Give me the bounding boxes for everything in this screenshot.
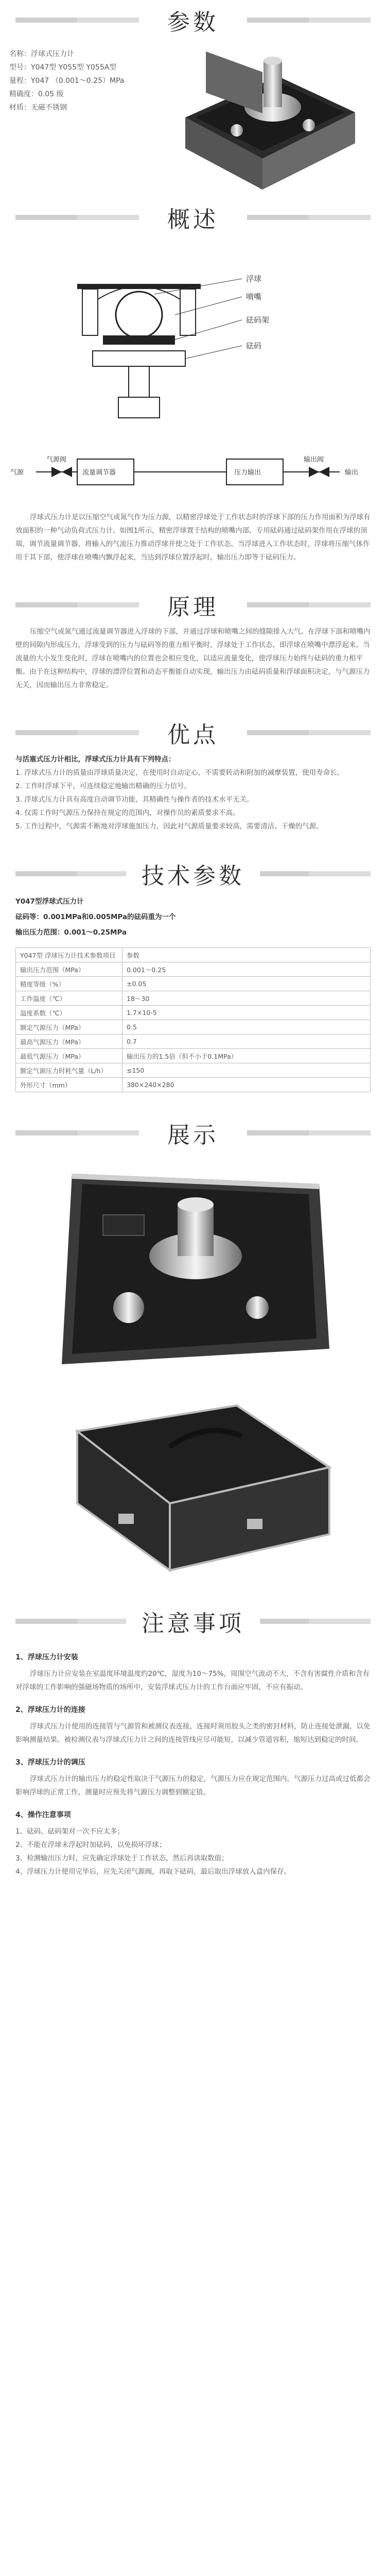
section-principle: [0, 585, 386, 625]
list-item: 3、检测输出压力时，应先确定浮球处于工作状态，然后再读取数值；: [15, 1854, 229, 1862]
spec-value: 0.5: [122, 1020, 371, 1035]
note-title: 1、浮球压力计安装: [15, 1653, 78, 1662]
section-params: [0, 0, 386, 40]
hero: [0, 40, 386, 197]
section-notes: [0, 1601, 386, 1641]
table-row: [16, 962, 371, 977]
tech-model: Y047型浮球式压力计: [15, 897, 84, 906]
section-title: 展示: [152, 1116, 234, 1149]
note-text: 浮球式压力计使用的连接管与气源管和被测仪表连接，连接时须用胶头之类的密封材料，防止连接处泄漏，以免影响测量结果。被检测仪表与浮球式压力计之间的连接管线应尽可能短，以减少管道容积，缩短达到稳定的时间。: [15, 1722, 371, 1744]
section-showcase: [0, 1113, 386, 1153]
label-weight-holder: 砝码架: [246, 315, 270, 325]
table-row: [16, 948, 371, 962]
note-title: 4、操作注意事项: [15, 1811, 71, 1819]
spec-key: 最低气源压力（MPa）: [16, 1049, 122, 1063]
section-title: 技术参数: [126, 857, 260, 890]
advantages-lead: 与活塞式压力计相比，浮球式压力计具有下列特点：: [15, 755, 176, 764]
spec-key: 输出压力范围（MPa）: [16, 962, 122, 977]
spec-value: 18～30: [122, 991, 371, 1006]
advantages-list: [0, 753, 386, 833]
label-pressure-output: 压力输出: [234, 469, 261, 477]
spec-key: 额定气源压力时耗气量（L/h）: [16, 1063, 122, 1078]
spec-value: 输出压力的1.5倍（但不小于0.1MPa）: [122, 1049, 371, 1063]
spec-value: 参数: [122, 948, 371, 962]
spec-value: ≤150: [122, 1063, 371, 1078]
section-concept: [0, 197, 386, 238]
spec-value: 380×240×280: [122, 1078, 371, 1092]
label-inlet-valve: 气源阀: [46, 456, 67, 464]
table-row: [16, 1078, 371, 1092]
list-item: 4、浮球压力计使用完毕后，应先关闭气源阀，再取下砝码，最后取出浮球放入盒内保存。: [15, 1868, 291, 1876]
list-item: 4. 仅需工作时气源压力保持在规定的范围内，对操作员的素质要求不高。: [15, 809, 240, 817]
spec-line: 量程：Y047 （0.001～0.25）MPa: [9, 77, 125, 85]
list-item: 3. 浮球式压力计具有高度自动调节功能，其精确性与操作者的技术水平无关。: [15, 795, 254, 804]
list-item: 2. 工作时浮球下平，可连续稳定地输出精确的压力信号。: [15, 782, 191, 790]
table-row: [16, 1035, 371, 1049]
label-float-ball: 浮球: [246, 274, 262, 283]
spec-key: Y047型 浮球压力计技术参数项目: [16, 948, 122, 962]
spec-line: 精确度：0.05 级: [9, 90, 64, 98]
note-text: 浮球式压力计的输出压力的稳定性取决于气源压力的稳定，气源压力应在规定范围内，气源压力过高或过低都会影响浮球的正常工作，测量时应预先将气源压力调整到额定值。: [15, 1775, 371, 1797]
spec-value: ±0.05: [122, 977, 371, 991]
spec-key: 工作温度（℃）: [16, 991, 122, 1006]
spec-key: 温度系数（℃）: [16, 1006, 122, 1020]
note-title: 3、浮球压力计的调压: [15, 1758, 85, 1767]
label-nozzle: 喷嘴: [246, 292, 262, 301]
table-row: [16, 1063, 371, 1078]
spec-table: [15, 947, 371, 1092]
note-text: 浮球压力计应安装在室温度环境温度约20℃，湿度为10～75%，周围空气流动不大，不含有害腐性介质和含有对浮球的工作影响的强磁场物质的场所中，安装浮球式压力计的工作台面应牢固，不应有振动。: [15, 1670, 370, 1691]
section-advantages: [0, 713, 386, 753]
label-output-valve: 输出阀: [304, 456, 324, 464]
tech-range: 输出压力范围：0.001～0.25MPa: [15, 928, 127, 937]
spec-key: 额定气源压力（MPa）: [16, 1020, 122, 1035]
spec-value: 0.001～0.25: [122, 962, 371, 977]
spec-key: 最高气源压力（MPa）: [16, 1035, 122, 1049]
structure-svg: [0, 238, 386, 433]
tech-intro: [0, 894, 386, 940]
list-item: 2、不能在浮球未浮起时加砝码，以免损坏浮球；: [15, 1841, 166, 1849]
table-row: [16, 1049, 371, 1063]
table-row: [16, 1020, 371, 1035]
section-tech: [0, 854, 386, 894]
section-title: 注意事项: [126, 1605, 260, 1638]
section-title: 参数: [152, 4, 234, 37]
label-weight: 砝码: [246, 341, 262, 350]
notes: [0, 1651, 386, 1878]
list-item: 1. 浮球式压力计的质量由浮球质量决定，在使用时自动定心，不需要转动和附加的减摩装置，使用寿命长。: [15, 769, 344, 777]
spec-key: 精度等级（%）: [16, 977, 122, 991]
flow-svg: [0, 433, 386, 511]
section-title: 原理: [152, 588, 234, 621]
label-output: 输出: [345, 469, 359, 477]
spec-line: 型号：Y047型 Y055型 Y055A型: [9, 63, 117, 72]
spec-key: 外形尺寸（mm）: [16, 1078, 122, 1092]
list-item: 5. 工作过程中，气源需不断地对浮球施加压力，因此对气源质量要求较高，需要清洁、干燥的气源。: [15, 822, 323, 831]
table-row: [16, 991, 371, 1006]
gas-flow-diagram: [0, 433, 386, 511]
spec-line: 名称：浮球式压力计: [9, 50, 74, 58]
showcase-photo-closed-case: [0, 1385, 386, 1601]
table-row: [16, 1006, 371, 1020]
label-flow-regulator: 流量调节器: [82, 469, 116, 477]
principle-paragraph: 压缩空气或氮气通过流量调节器进入浮球的下部，并通过浮球和喷嘴之间的缝隙排入大气。在浮球下部和喷嘴内壁的间隙内形成压力，浮球受到的压力与砝码等的重力相平衡时，浮球处于工作状态，即浮球在喷嘴中漂浮起来。当流量的大小发生变化时，浮球在喷嘴内的位置也会相应变化，以适应流量变化，使浮球压力始终与砝码的重力相平衡。由于在这种结构中，浮球的漂浮位置和动态平衡能自动实现，输出压力由砝码质量和浮球面积决定，与气源压力无关，因而输出压力非常稳定。: [15, 628, 371, 689]
float-ball-structure-diagram: [0, 238, 386, 433]
section-title: 优点: [152, 716, 234, 749]
showcase-photo-open-case: [0, 1153, 386, 1385]
table-row: [16, 977, 371, 991]
tech-weights: 砝码等：0.001MPa和0.005MPa的砝码重为一个: [15, 913, 176, 921]
spec-value: 1.7×10-5: [122, 1006, 371, 1020]
spec-value: 0.7: [122, 1035, 371, 1049]
product-photo: [175, 40, 365, 195]
note-title: 2、浮球压力计的连接: [15, 1706, 85, 1714]
product-spec: [9, 47, 124, 114]
section-title: 概述: [152, 201, 234, 234]
concept-paragraph: 浮球式压力计是以压缩空气或氮气作为压力源，以精密浮球处于工作状态时的浮球下部的压力作用面积为浮球有效面积的一种气动负荷式压力计。如图1所示，精密浮球置于结构的喷嘴内部，专用砝码通过砝码架作用在浮球的顶端，调节流量调节器，将输入的气流压力推动浮球并使之处于工作状态，当浮球进入工作状态时，浮球将压缩气体作用于其下部，使浮球在喷嘴内飘浮起来，当达到浮球位置浮起时，输出压力即等于砝码压力。: [15, 513, 371, 562]
spec-line: 材质：无磁不锈钢: [9, 104, 67, 112]
label-gas-source: 气源: [10, 469, 24, 477]
list-item: 1、砝码、砝码架对一次不应太多；: [15, 1827, 125, 1836]
